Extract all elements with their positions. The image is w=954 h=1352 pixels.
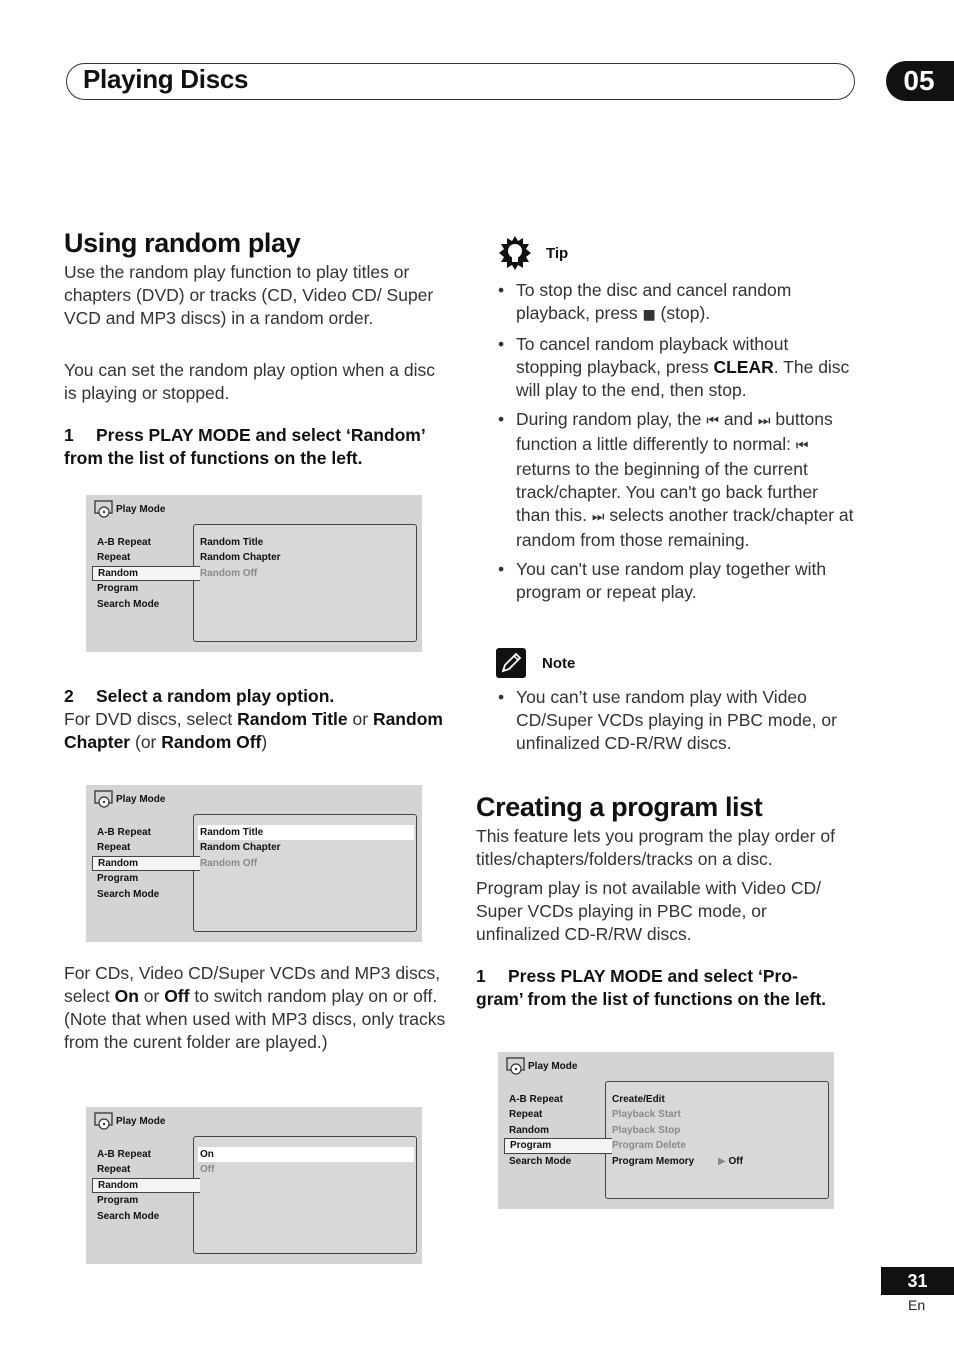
menu-item-random[interactable]: Random [509, 1124, 549, 1136]
random-step-1 [64, 424, 450, 470]
text-run: and [718, 409, 758, 429]
disc-icon [506, 1057, 526, 1075]
random-options [198, 825, 414, 871]
menu-item-repeat[interactable]: Repeat [97, 552, 131, 564]
random-off-label: Random Off [161, 732, 262, 752]
text-run: selects another track/chapter at random from those remaining. [516, 505, 854, 550]
option-program-memory[interactable] [610, 1154, 826, 1169]
screen-title: Play Mode [116, 793, 166, 805]
language-code: En [908, 1297, 926, 1313]
menu-item-random[interactable]: Random [92, 1178, 200, 1193]
menu-item-ab-repeat[interactable]: A-B Repeat [97, 537, 151, 548]
note-header [496, 648, 575, 678]
program-options [610, 1092, 826, 1169]
previous-icon: ⏮ [706, 413, 719, 429]
chapter-title: Playing Discs [83, 64, 249, 94]
screen-header [94, 790, 165, 808]
step-text: Press PLAY MODE and select ‘Pro-gram’ from the list of functions on the left. [476, 966, 827, 1009]
tip-item-clear [496, 333, 856, 402]
menu-item-ab-repeat[interactable]: A-B Repeat [97, 827, 151, 838]
menu-item-repeat[interactable]: Repeat [509, 1109, 543, 1121]
onoff-options [198, 1147, 414, 1178]
menu-item-program[interactable]: Program [504, 1138, 612, 1153]
menu-item-repeat[interactable]: Repeat [97, 1164, 131, 1176]
random-intro-1: Use the random play function to play titles or chapters (DVD) or tracks (CD, Video CD/ Super VCD and MP3 discs) in a random order. [64, 262, 434, 328]
screen-title: Play Mode [116, 503, 166, 515]
text-run: returns to the beginning of the current track/chapter. You can't go back further than this. [516, 459, 819, 525]
on-label: On [114, 986, 139, 1006]
function-menu [92, 535, 200, 612]
next-icon: ⏭ [591, 509, 605, 525]
screen-header [94, 500, 165, 518]
screen-title: Play Mode [528, 1060, 578, 1072]
text-run: For CDs, Video CD/Super VCDs and MP3 discs, select [64, 963, 441, 1006]
off-label: Off [164, 986, 190, 1006]
option-on[interactable]: On [198, 1147, 414, 1162]
random-step-2-title [64, 685, 450, 708]
tip-list [496, 279, 856, 610]
disc-icon [94, 500, 114, 518]
screen-title: Play Mode [116, 1115, 166, 1127]
random-play-heading: Using random play [64, 228, 301, 258]
text-run: (stop). [655, 303, 711, 323]
menu-item-ab-repeat[interactable]: A-B Repeat [509, 1094, 563, 1105]
chapter-number-tab [886, 61, 954, 101]
tip-header [496, 234, 568, 272]
option-playback-start[interactable]: Playback Start [612, 1109, 681, 1121]
text-run: to switch random play on or off. (Note that when used with MP3 discs, only tracks from the curent folder are played.) [64, 986, 446, 1052]
program-memory-value-text: Off [728, 1155, 743, 1167]
note-list [496, 686, 856, 761]
play-mode-screen-random-title [86, 785, 422, 942]
play-mode-screen-onoff [86, 1107, 422, 1264]
play-arrow-icon: ▶ [718, 1155, 726, 1167]
page-number-tab [881, 1267, 954, 1295]
text-run: buttons function a little differently to normal: [516, 409, 833, 454]
program-step-1 [476, 965, 840, 1011]
random-title-label: Random Title [237, 709, 348, 729]
text-run: ) [261, 732, 268, 752]
menu-item-ab-repeat[interactable]: A-B Repeat [97, 1149, 151, 1160]
text-run: To cancel random playback without stopping playback, press [516, 334, 789, 377]
random-chapter-label: Random Chapter [64, 709, 443, 752]
page-number: 31 [907, 1270, 928, 1291]
clear-label: CLEAR [713, 357, 774, 377]
step-number: 1 [476, 966, 486, 986]
option-random-chapter[interactable]: Random Chapter [200, 552, 281, 564]
step-text: Press PLAY MODE and select ‘Random’ from the list of functions on the left. [64, 425, 425, 468]
disc-icon [94, 790, 114, 808]
random-step-2-text [64, 708, 450, 754]
function-menu [504, 1092, 612, 1169]
function-menu [92, 825, 200, 902]
program-memory-value[interactable] [718, 1154, 743, 1169]
menu-item-search-mode[interactable]: Search Mode [509, 1155, 572, 1167]
next-icon: ⏭ [757, 413, 771, 429]
menu-item-program[interactable]: Program [97, 873, 139, 885]
option-random-off[interactable]: Random Off [200, 857, 258, 869]
option-playback-stop[interactable]: Playback Stop [612, 1124, 681, 1136]
tip-label: Tip [546, 244, 569, 262]
lightbulb-icon [496, 234, 534, 272]
play-mode-screen-program [498, 1052, 834, 1209]
menu-item-program[interactable]: Program [97, 1195, 139, 1207]
random-intro-2: You can set the random play option when a disc is playing or stopped. [64, 360, 435, 403]
previous-icon: ⏮ [795, 438, 809, 454]
option-create-edit[interactable]: Create/Edit [612, 1094, 665, 1105]
menu-item-random[interactable]: Random [92, 566, 200, 581]
menu-item-repeat[interactable]: Repeat [97, 842, 131, 854]
program-list-heading: Creating a program list [476, 792, 763, 822]
stop-icon: ■ [642, 307, 656, 323]
function-menu [92, 1147, 200, 1224]
step-number: 2 [64, 686, 74, 706]
option-program-delete[interactable]: Program Delete [612, 1140, 686, 1152]
option-random-title[interactable]: Random Title [198, 825, 414, 840]
menu-item-search-mode[interactable]: Search Mode [97, 1210, 160, 1222]
tip-item-skip [496, 408, 856, 552]
menu-item-search-mode[interactable]: Search Mode [97, 888, 160, 900]
text-run: (or [130, 732, 162, 752]
menu-item-search-mode[interactable]: Search Mode [97, 598, 160, 610]
option-random-title[interactable]: Random Title [200, 537, 264, 548]
program-memory-label: Program Memory [612, 1155, 695, 1167]
disc-icon [94, 1112, 114, 1130]
play-mode-screen-random [86, 495, 422, 652]
option-random-chapter[interactable]: Random Chapter [200, 842, 281, 854]
program-intro-2: Program play is not available with Video CD/ Super VCDs playing in PBC mode, or unfinalized CD-R/RW discs. [476, 878, 821, 944]
random-options [198, 535, 414, 581]
tip-item-no-program: • You can't use random play together with program or repeat play. [496, 558, 856, 604]
text-run: or [347, 709, 373, 729]
cd-random-paragraph [64, 962, 448, 1054]
menu-item-program[interactable]: Program [97, 583, 139, 595]
option-off[interactable]: Off [200, 1164, 215, 1176]
option-random-off[interactable]: Random Off [200, 567, 258, 579]
text-run: or [138, 986, 165, 1006]
screen-header [506, 1057, 577, 1075]
note-label: Note [542, 654, 576, 672]
text-run: To stop the disc and cancel random playback, press [516, 280, 792, 323]
tip-item-stop [496, 279, 856, 327]
step-number: 1 [64, 425, 74, 445]
text-run: For DVD discs, select [64, 709, 238, 729]
text-run: . The disc will play to the end, then stop. [516, 357, 850, 400]
note-item-pbc: • You can’t use random play with Video CD/Super VCDs playing in PBC mode, or unfinalized CD-R/RW discs. [496, 686, 856, 755]
pencil-icon [496, 648, 526, 678]
chapter-number: 05 [903, 65, 935, 96]
text-run: During random play, the [516, 409, 707, 429]
program-intro-1: This feature lets you program the play order of titles/chapters/folders/tracks on a disc. [476, 826, 835, 869]
menu-item-random[interactable]: Random [92, 856, 200, 871]
step-text: Select a random play option. [96, 686, 335, 706]
screen-header [94, 1112, 165, 1130]
